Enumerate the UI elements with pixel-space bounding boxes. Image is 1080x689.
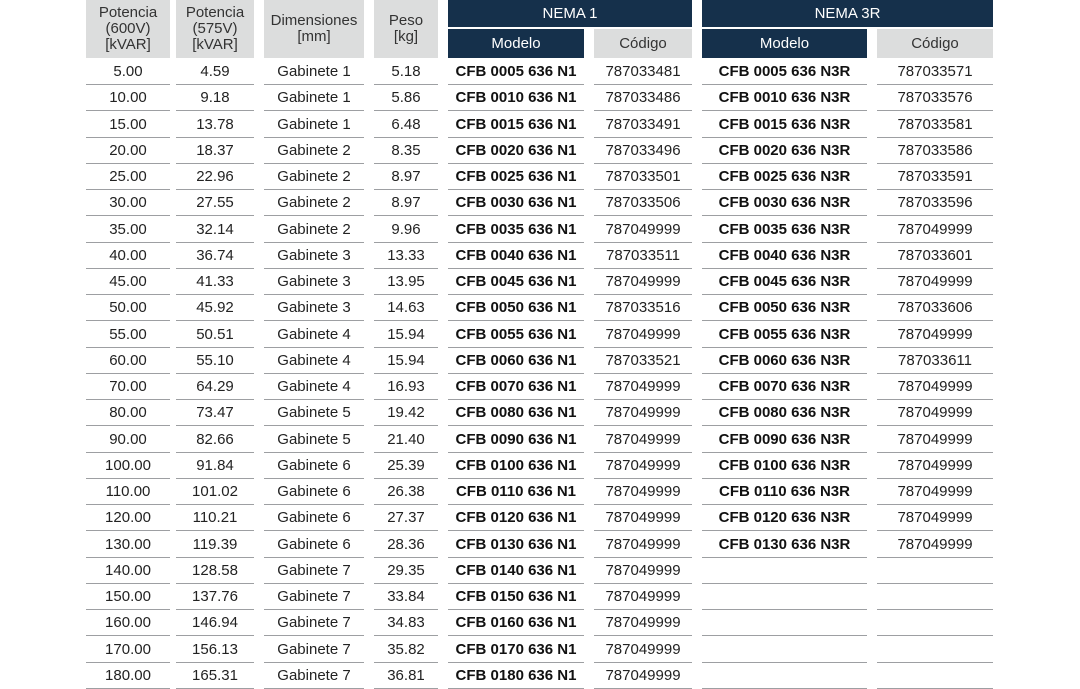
cell-nema3r-code: 787033571 [877, 59, 993, 85]
cell-dimensions: Gabinete 1 [264, 112, 364, 138]
cell-nema1-model: CFB 0050 636 N1 [448, 295, 584, 321]
cell-nema1-code: 787049999 [594, 400, 692, 426]
cell-nema3r-code: 787049999 [877, 453, 993, 479]
cell-nema3r-code: 787049999 [877, 374, 993, 400]
cell-nema1-code: 787049999 [594, 374, 692, 400]
cell-nema1-code: 787049999 [594, 663, 692, 689]
cell-nema3r-code: 787033606 [877, 295, 993, 321]
cell-weight: 5.86 [374, 85, 438, 111]
cell-nema3r-code [877, 610, 993, 636]
cell-nema1-model: CFB 0045 636 N1 [448, 269, 584, 295]
cell-nema3r-model: CFB 0110 636 N3R [702, 479, 867, 505]
cell-dimensions: Gabinete 2 [264, 138, 364, 164]
header-weight-line1: Peso [388, 12, 424, 29]
cell-nema3r-code: 787033576 [877, 85, 993, 111]
cell-nema3r-model: CFB 0130 636 N3R [702, 532, 867, 558]
cell-power-600v: 120.00 [86, 505, 170, 531]
cell-power-600v: 170.00 [86, 637, 170, 663]
cell-power-575v: 9.18 [176, 85, 254, 111]
header-nema1-code: Código [594, 29, 692, 58]
cell-nema1-model: CFB 0180 636 N1 [448, 663, 584, 689]
cell-weight: 8.97 [374, 190, 438, 216]
cell-nema3r-model: CFB 0035 636 N3R [702, 217, 867, 243]
cell-nema3r-model: CFB 0030 636 N3R [702, 190, 867, 216]
cell-nema3r-code: 787033611 [877, 348, 993, 374]
cell-nema1-model: CFB 0010 636 N1 [448, 85, 584, 111]
header-power-575v-line3: [kVAR] [192, 36, 238, 53]
cell-power-575v: 36.74 [176, 243, 254, 269]
cell-power-575v: 119.39 [176, 532, 254, 558]
cell-nema1-model: CFB 0035 636 N1 [448, 217, 584, 243]
cell-nema1-model: CFB 0110 636 N1 [448, 479, 584, 505]
cell-nema1-code: 787049999 [594, 217, 692, 243]
header-power-600v [86, 0, 170, 58]
cell-nema1-model: CFB 0120 636 N1 [448, 505, 584, 531]
cell-nema1-code: 787049999 [594, 584, 692, 610]
cell-power-600v: 150.00 [86, 584, 170, 610]
header-power-600v-line1: Potencia [98, 4, 158, 21]
cell-nema1-model: CFB 0030 636 N1 [448, 190, 584, 216]
cell-nema1-code: 787049999 [594, 427, 692, 453]
cell-nema3r-model [702, 637, 867, 663]
cell-nema1-model: CFB 0090 636 N1 [448, 427, 584, 453]
cell-nema3r-model: CFB 0055 636 N3R [702, 322, 867, 348]
cell-power-575v: 73.47 [176, 400, 254, 426]
cell-dimensions: Gabinete 1 [264, 59, 364, 85]
cell-power-575v: 128.58 [176, 558, 254, 584]
cell-nema3r-code: 787049999 [877, 532, 993, 558]
cell-power-600v: 70.00 [86, 374, 170, 400]
cell-power-600v: 100.00 [86, 453, 170, 479]
cell-nema1-code: 787049999 [594, 558, 692, 584]
header-weight [374, 0, 438, 58]
cell-weight: 29.35 [374, 558, 438, 584]
cell-dimensions: Gabinete 2 [264, 190, 364, 216]
cell-weight: 33.84 [374, 584, 438, 610]
cell-power-600v: 110.00 [86, 479, 170, 505]
cell-power-575v: 165.31 [176, 663, 254, 689]
cell-nema3r-code: 787049999 [877, 479, 993, 505]
cell-nema1-model: CFB 0160 636 N1 [448, 610, 584, 636]
cell-nema3r-code [877, 584, 993, 610]
cell-weight: 36.81 [374, 663, 438, 689]
cell-power-600v: 180.00 [86, 663, 170, 689]
cell-nema3r-model: CFB 0020 636 N3R [702, 138, 867, 164]
cell-power-575v: 27.55 [176, 190, 254, 216]
cell-power-600v: 90.00 [86, 427, 170, 453]
cell-power-575v: 45.92 [176, 295, 254, 321]
cell-nema3r-model [702, 663, 867, 689]
cell-nema3r-model: CFB 0025 636 N3R [702, 164, 867, 190]
cell-weight: 21.40 [374, 427, 438, 453]
cell-nema1-model: CFB 0025 636 N1 [448, 164, 584, 190]
cell-nema3r-model [702, 584, 867, 610]
cell-dimensions: Gabinete 3 [264, 243, 364, 269]
cell-power-575v: 50.51 [176, 322, 254, 348]
cell-dimensions: Gabinete 7 [264, 637, 364, 663]
header-nema1-model: Modelo [448, 29, 584, 58]
cell-nema3r-code [877, 558, 993, 584]
cell-weight: 13.33 [374, 243, 438, 269]
cell-nema3r-model: CFB 0050 636 N3R [702, 295, 867, 321]
header-dimensions-line2: [mm] [297, 28, 331, 45]
cell-nema1-model: CFB 0005 636 N1 [448, 59, 584, 85]
cell-power-600v: 10.00 [86, 85, 170, 111]
cell-nema3r-code: 787033581 [877, 112, 993, 138]
cell-nema3r-code: 787033586 [877, 138, 993, 164]
cell-nema1-code: 787049999 [594, 610, 692, 636]
header-weight-line2: [kg] [393, 28, 419, 45]
header-dimensions-line1: Dimensiones [270, 12, 358, 29]
cell-nema1-code: 787033501 [594, 164, 692, 190]
cell-nema3r-code: 787033591 [877, 164, 993, 190]
header-dimensions [264, 0, 364, 58]
cell-nema1-model: CFB 0020 636 N1 [448, 138, 584, 164]
cell-weight: 16.93 [374, 374, 438, 400]
header-power-600v-line3: [kVAR] [105, 36, 151, 53]
cell-power-600v: 50.00 [86, 295, 170, 321]
cell-nema3r-model: CFB 0060 636 N3R [702, 348, 867, 374]
cell-weight: 9.96 [374, 217, 438, 243]
cell-power-575v: 32.14 [176, 217, 254, 243]
cell-nema3r-code: 787049999 [877, 505, 993, 531]
cell-nema3r-code [877, 637, 993, 663]
cell-weight: 6.48 [374, 112, 438, 138]
cell-weight: 15.94 [374, 322, 438, 348]
cell-dimensions: Gabinete 3 [264, 269, 364, 295]
cell-power-600v: 60.00 [86, 348, 170, 374]
cell-power-600v: 160.00 [86, 610, 170, 636]
cell-nema3r-model: CFB 0040 636 N3R [702, 243, 867, 269]
cell-power-600v: 35.00 [86, 217, 170, 243]
cell-nema1-model: CFB 0140 636 N1 [448, 558, 584, 584]
cell-nema1-model: CFB 0040 636 N1 [448, 243, 584, 269]
cell-nema1-code: 787033496 [594, 138, 692, 164]
cell-weight: 5.18 [374, 59, 438, 85]
header-power-600v-line2: (600V) [105, 20, 151, 37]
cell-dimensions: Gabinete 5 [264, 400, 364, 426]
cell-nema3r-model [702, 558, 867, 584]
cell-nema3r-code: 787033601 [877, 243, 993, 269]
cell-nema1-code: 787049999 [594, 322, 692, 348]
cell-nema3r-code: 787049999 [877, 400, 993, 426]
cell-dimensions: Gabinete 2 [264, 164, 364, 190]
header-power-575v-line1: Potencia [185, 4, 245, 21]
cell-weight: 8.97 [374, 164, 438, 190]
cell-dimensions: Gabinete 7 [264, 584, 364, 610]
cell-nema1-model: CFB 0080 636 N1 [448, 400, 584, 426]
cell-nema1-code: 787033511 [594, 243, 692, 269]
cell-nema3r-model: CFB 0120 636 N3R [702, 505, 867, 531]
cell-power-575v: 41.33 [176, 269, 254, 295]
cell-nema3r-code: 787049999 [877, 427, 993, 453]
cell-nema3r-model [702, 610, 867, 636]
cell-weight: 19.42 [374, 400, 438, 426]
header-power-575v [176, 0, 254, 58]
cell-dimensions: Gabinete 6 [264, 532, 364, 558]
cell-nema1-code: 787049999 [594, 532, 692, 558]
cell-nema1-model: CFB 0060 636 N1 [448, 348, 584, 374]
cell-nema3r-code: 787033596 [877, 190, 993, 216]
cell-dimensions: Gabinete 6 [264, 453, 364, 479]
cell-power-600v: 140.00 [86, 558, 170, 584]
cell-dimensions: Gabinete 1 [264, 85, 364, 111]
cell-power-575v: 55.10 [176, 348, 254, 374]
cell-dimensions: Gabinete 5 [264, 427, 364, 453]
cell-nema3r-code: 787049999 [877, 217, 993, 243]
cell-power-600v: 45.00 [86, 269, 170, 295]
cell-nema1-model: CFB 0150 636 N1 [448, 584, 584, 610]
cell-power-575v: 137.76 [176, 584, 254, 610]
cell-dimensions: Gabinete 2 [264, 217, 364, 243]
cell-nema1-code: 787033516 [594, 295, 692, 321]
cell-power-575v: 82.66 [176, 427, 254, 453]
header-nema3r-model: Modelo [702, 29, 867, 58]
cell-dimensions: Gabinete 7 [264, 610, 364, 636]
cell-dimensions: Gabinete 3 [264, 295, 364, 321]
cell-power-575v: 110.21 [176, 505, 254, 531]
cell-nema3r-code: 787049999 [877, 269, 993, 295]
cell-power-575v: 22.96 [176, 164, 254, 190]
cell-power-600v: 30.00 [86, 190, 170, 216]
cell-nema1-code: 787033486 [594, 85, 692, 111]
cell-weight: 14.63 [374, 295, 438, 321]
cell-nema1-model: CFB 0055 636 N1 [448, 322, 584, 348]
cell-dimensions: Gabinete 4 [264, 374, 364, 400]
cell-nema1-model: CFB 0170 636 N1 [448, 637, 584, 663]
cell-nema3r-code: 787049999 [877, 322, 993, 348]
cell-weight: 25.39 [374, 453, 438, 479]
cell-dimensions: Gabinete 4 [264, 348, 364, 374]
cell-nema1-code: 787049999 [594, 453, 692, 479]
cell-power-575v: 64.29 [176, 374, 254, 400]
cell-power-600v: 130.00 [86, 532, 170, 558]
cell-nema3r-model: CFB 0010 636 N3R [702, 85, 867, 111]
cell-power-575v: 18.37 [176, 138, 254, 164]
cell-dimensions: Gabinete 6 [264, 479, 364, 505]
cell-nema1-model: CFB 0070 636 N1 [448, 374, 584, 400]
cell-power-600v: 40.00 [86, 243, 170, 269]
cell-power-575v: 13.78 [176, 112, 254, 138]
header-nema1: NEMA 1 [448, 0, 692, 27]
cell-nema1-code: 787049999 [594, 637, 692, 663]
cell-weight: 35.82 [374, 637, 438, 663]
cell-dimensions: Gabinete 7 [264, 663, 364, 689]
cell-nema1-code: 787049999 [594, 269, 692, 295]
cell-power-600v: 25.00 [86, 164, 170, 190]
cell-nema1-code: 787049999 [594, 479, 692, 505]
cell-power-575v: 146.94 [176, 610, 254, 636]
cell-nema3r-model: CFB 0045 636 N3R [702, 269, 867, 295]
cell-nema1-model: CFB 0130 636 N1 [448, 532, 584, 558]
cell-nema1-code: 787033491 [594, 112, 692, 138]
cell-power-575v: 101.02 [176, 479, 254, 505]
cell-nema3r-code [877, 663, 993, 689]
cell-weight: 8.35 [374, 138, 438, 164]
cell-weight: 34.83 [374, 610, 438, 636]
cell-nema1-code: 787033481 [594, 59, 692, 85]
header-nema3r: NEMA 3R [702, 0, 993, 27]
header-power-575v-line2: (575V) [192, 20, 238, 37]
cell-weight: 26.38 [374, 479, 438, 505]
cell-weight: 13.95 [374, 269, 438, 295]
cell-power-575v: 4.59 [176, 59, 254, 85]
cell-dimensions: Gabinete 7 [264, 558, 364, 584]
cell-weight: 28.36 [374, 532, 438, 558]
cell-power-600v: 15.00 [86, 112, 170, 138]
cell-nema3r-model: CFB 0005 636 N3R [702, 59, 867, 85]
cell-nema3r-model: CFB 0100 636 N3R [702, 453, 867, 479]
cell-dimensions: Gabinete 6 [264, 505, 364, 531]
cell-nema1-model: CFB 0100 636 N1 [448, 453, 584, 479]
cell-nema3r-model: CFB 0015 636 N3R [702, 112, 867, 138]
cell-weight: 27.37 [374, 505, 438, 531]
cell-power-600v: 5.00 [86, 59, 170, 85]
cell-nema3r-model: CFB 0090 636 N3R [702, 427, 867, 453]
cell-weight: 15.94 [374, 348, 438, 374]
cell-dimensions: Gabinete 4 [264, 322, 364, 348]
cell-nema1-model: CFB 0015 636 N1 [448, 112, 584, 138]
cell-power-575v: 156.13 [176, 637, 254, 663]
cell-power-575v: 91.84 [176, 453, 254, 479]
cell-nema3r-model: CFB 0070 636 N3R [702, 374, 867, 400]
cell-nema1-code: 787049999 [594, 505, 692, 531]
cell-power-600v: 20.00 [86, 138, 170, 164]
cell-nema3r-model: CFB 0080 636 N3R [702, 400, 867, 426]
cell-nema1-code: 787033506 [594, 190, 692, 216]
cell-power-600v: 55.00 [86, 322, 170, 348]
cell-power-600v: 80.00 [86, 400, 170, 426]
cell-nema1-code: 787033521 [594, 348, 692, 374]
header-nema3r-code: Código [877, 29, 993, 58]
